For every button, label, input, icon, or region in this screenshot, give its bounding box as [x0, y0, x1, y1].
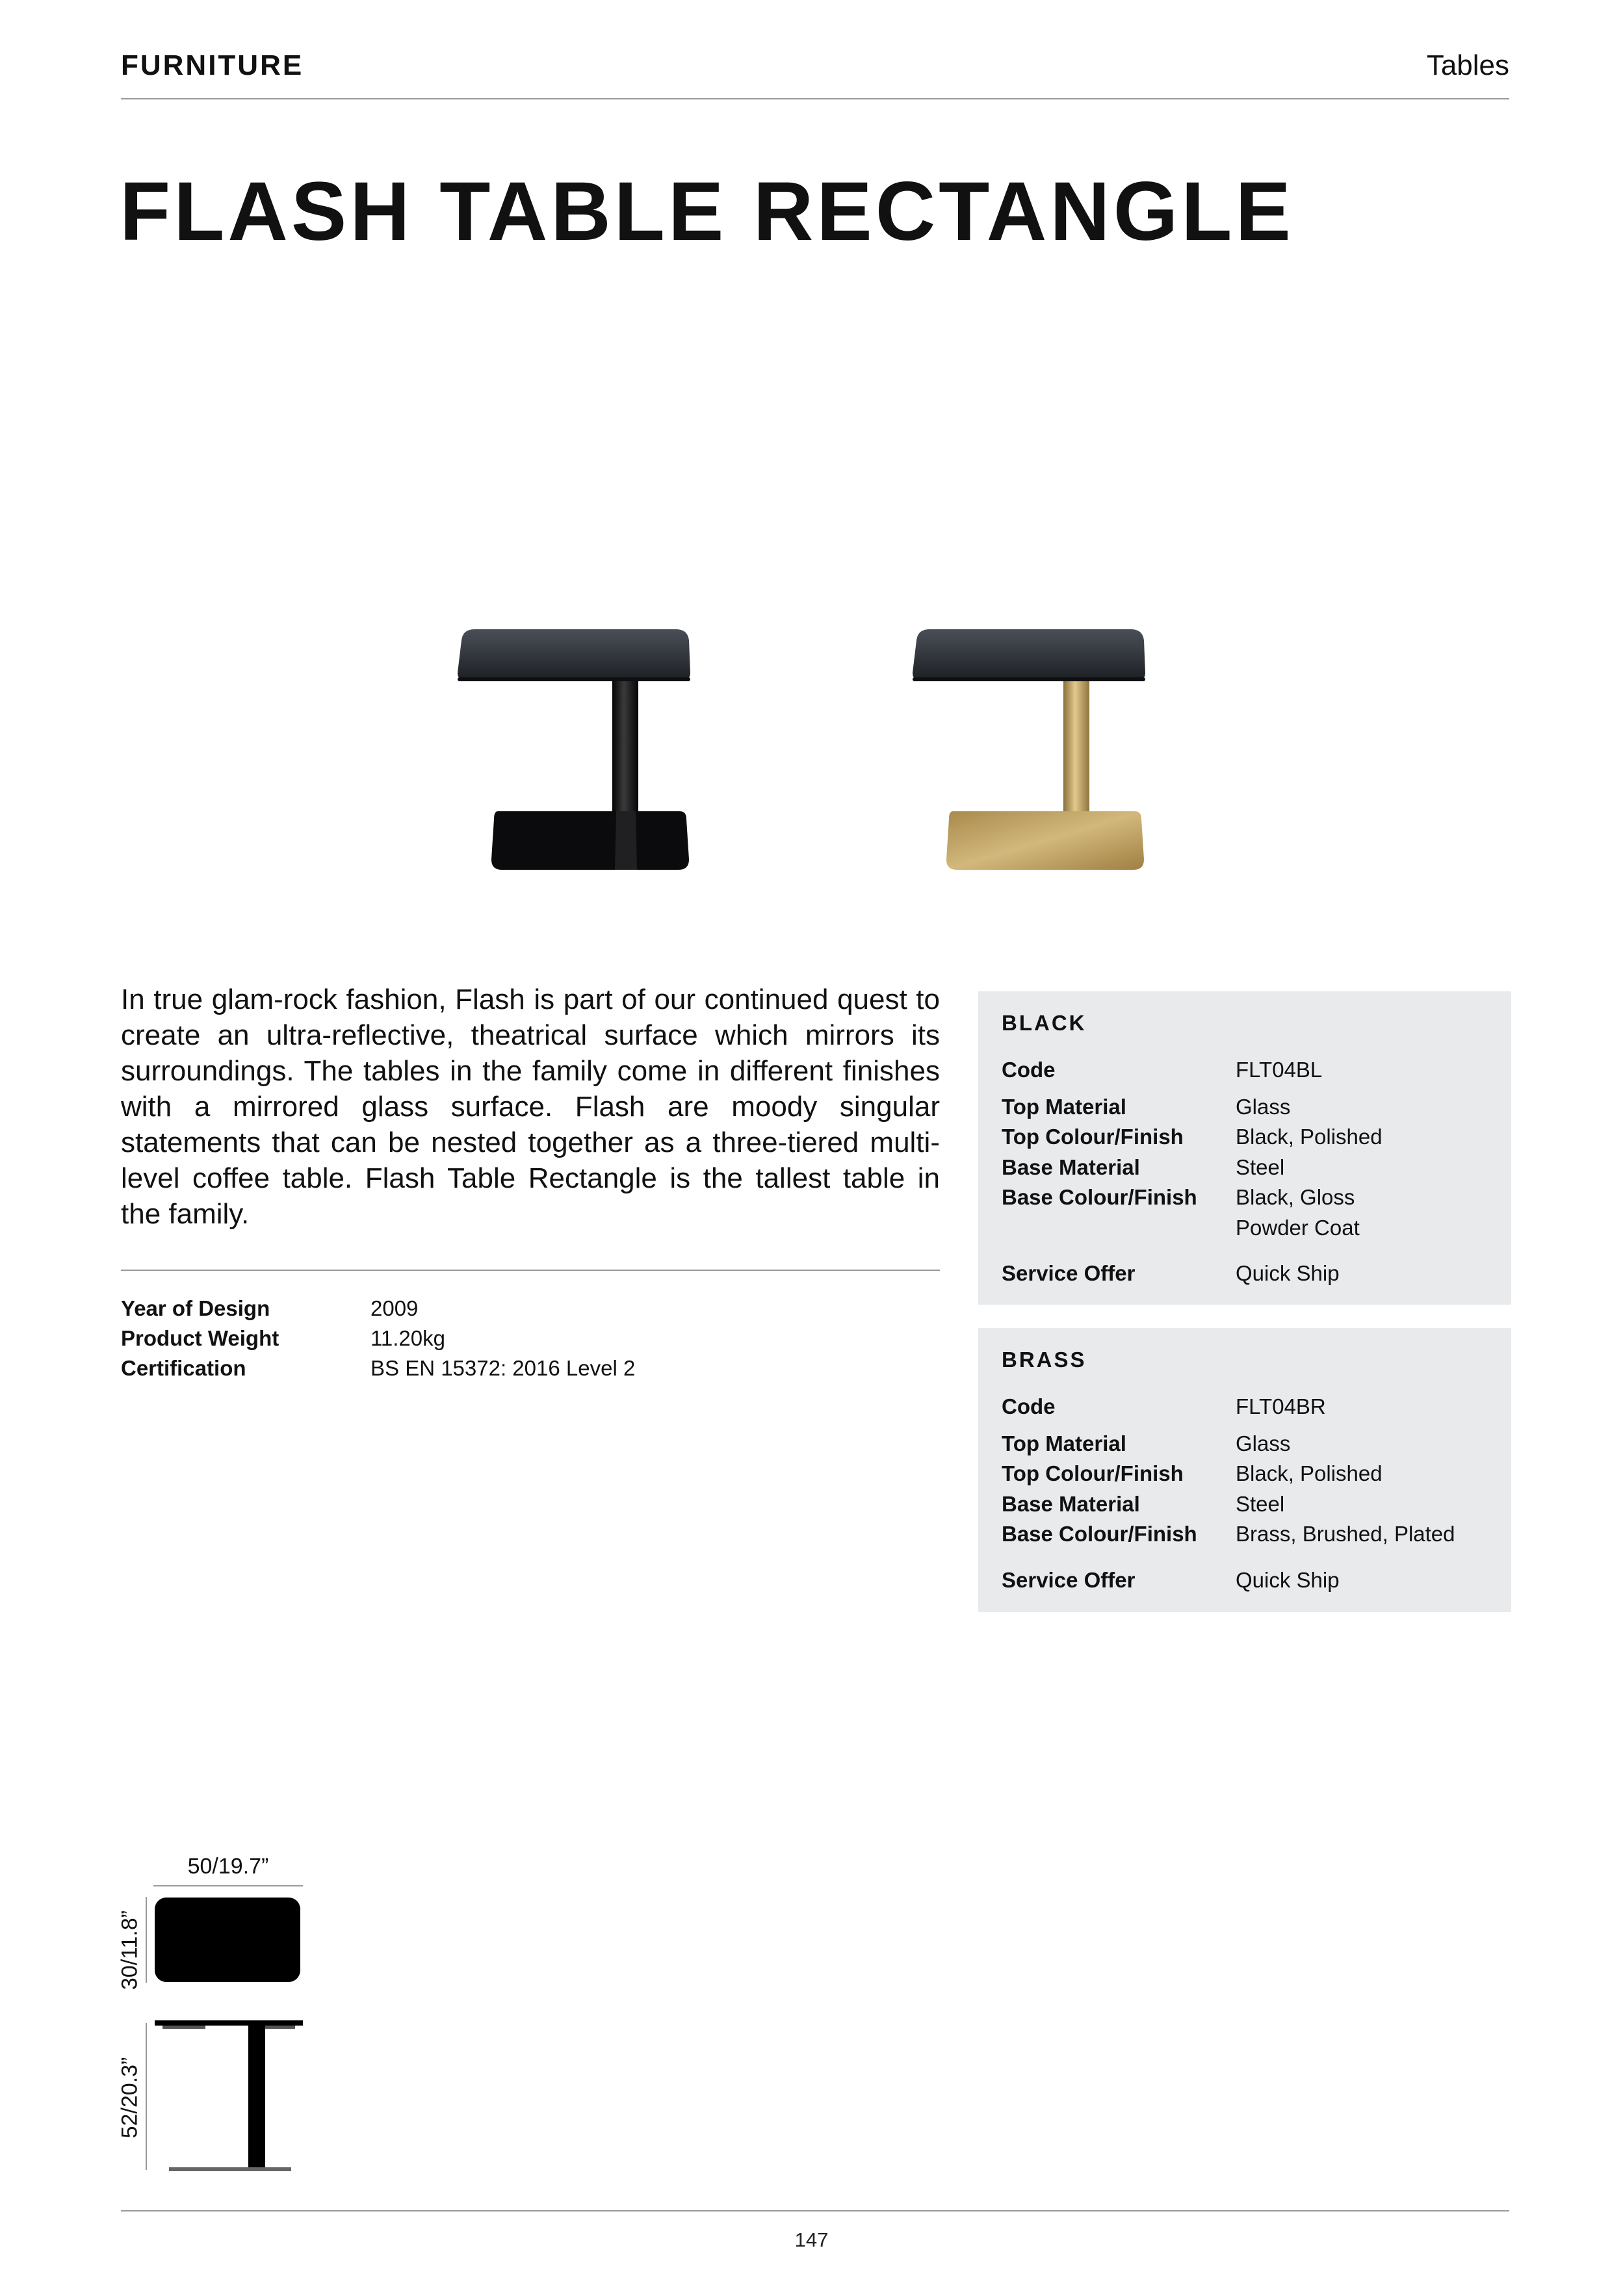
dimension-depth-label: 30/11.8” — [117, 1910, 142, 1990]
spec-value: FLT04BR — [1236, 1394, 1326, 1418]
spec-label: Top Material — [1002, 1094, 1126, 1119]
spec-row — [1002, 1519, 1488, 1550]
header-divider — [121, 98, 1509, 99]
spec-label: Code — [1002, 1394, 1056, 1418]
variant-title: BLACK — [1002, 1011, 1087, 1035]
dimension-height-label: 52/20.3” — [117, 2057, 142, 2139]
table-top-plan — [155, 1898, 300, 1982]
spec-value: Steel — [1236, 1155, 1285, 1179]
meta-value: BS EN 15372: 2016 Level 2 — [370, 1356, 636, 1380]
product-meta — [121, 1294, 635, 1383]
spec-value: Steel — [1236, 1491, 1285, 1516]
section-subcategory: Tables — [1426, 49, 1509, 81]
product-description: In true glam-rock fashion, Flash is part of our continued quest to create an ultra-reflective, theatrical surface which mirrors its surroundings. The tables in the family come in different finishes with a mirrored glass surface. Flash are moody singular statements that can be nested together as a three-tiered multi-level coffee table. Flash Table Rectangle is the tallest table in the family. — [121, 984, 940, 1230]
spec-label: Base Colour/Finish — [1002, 1185, 1197, 1209]
meta-label: Product Weight — [121, 1326, 279, 1350]
spec-value: Quick Ship — [1236, 1261, 1340, 1285]
spec-row — [1002, 1092, 1488, 1123]
spec-row — [1002, 1182, 1488, 1243]
spec-label: Base Colour/Finish — [1002, 1522, 1197, 1546]
spec-value: Black, Polished — [1236, 1461, 1383, 1485]
spec-value: Glass — [1236, 1431, 1291, 1455]
dimension-width-label: 50/19.7” — [187, 1854, 269, 1879]
spec-label: Top Colour/Finish — [1002, 1461, 1184, 1485]
spec-row — [1002, 1122, 1488, 1153]
meta-value: 11.20kg — [370, 1326, 445, 1350]
spec-row-code — [1002, 1055, 1488, 1086]
meta-label: Certification — [121, 1356, 246, 1380]
black-table-illustration — [458, 629, 690, 870]
spec-row-service — [1002, 1565, 1488, 1596]
page-title: FLASH TABLE RECTANGLE — [120, 165, 1294, 258]
meta-row — [121, 1353, 635, 1383]
spec-label: Base Material — [1002, 1491, 1140, 1516]
spec-value: Black, Polished — [1236, 1125, 1383, 1149]
footer-divider — [121, 2210, 1509, 2211]
spec-row-service — [1002, 1259, 1488, 1289]
spec-row-code — [1002, 1392, 1488, 1422]
page-number: 147 — [794, 2228, 829, 2251]
dimension-height-line — [146, 2023, 147, 2170]
meta-row — [121, 1324, 635, 1353]
dimension-depth-line — [146, 1897, 147, 1983]
meta-row — [121, 1294, 635, 1324]
spec-label: Top Colour/Finish — [1002, 1125, 1184, 1149]
spec-label: Code — [1002, 1058, 1056, 1082]
spec-value: FLT04BL — [1236, 1058, 1323, 1082]
spec-label: Base Material — [1002, 1155, 1140, 1179]
section-category: FURNITURE — [121, 49, 304, 81]
spec-row — [1002, 1459, 1488, 1489]
spec-value: Glass — [1236, 1094, 1291, 1119]
meta-label: Year of Design — [121, 1296, 270, 1320]
dimension-width-line — [153, 1885, 303, 1886]
table-side-elevation — [153, 2018, 304, 2174]
spec-value: Quick Ship — [1236, 1567, 1340, 1592]
brass-table-illustration — [913, 629, 1145, 870]
spec-row — [1002, 1489, 1488, 1520]
spec-label: Service Offer — [1002, 1261, 1136, 1285]
spec-panel-black — [978, 991, 1511, 1305]
spec-value: Brass, Brushed, Plated — [1236, 1522, 1455, 1546]
spec-panel-brass — [978, 1328, 1511, 1612]
variant-title: BRASS — [1002, 1348, 1087, 1372]
description-divider — [121, 1270, 940, 1271]
product-image — [442, 624, 1183, 897]
spec-value: Black, Gloss Powder Coat — [1236, 1185, 1360, 1240]
spec-row — [1002, 1429, 1488, 1459]
spec-label: Service Offer — [1002, 1567, 1136, 1592]
spec-row — [1002, 1153, 1488, 1183]
spec-label: Top Material — [1002, 1431, 1126, 1455]
meta-value: 2009 — [370, 1296, 419, 1320]
